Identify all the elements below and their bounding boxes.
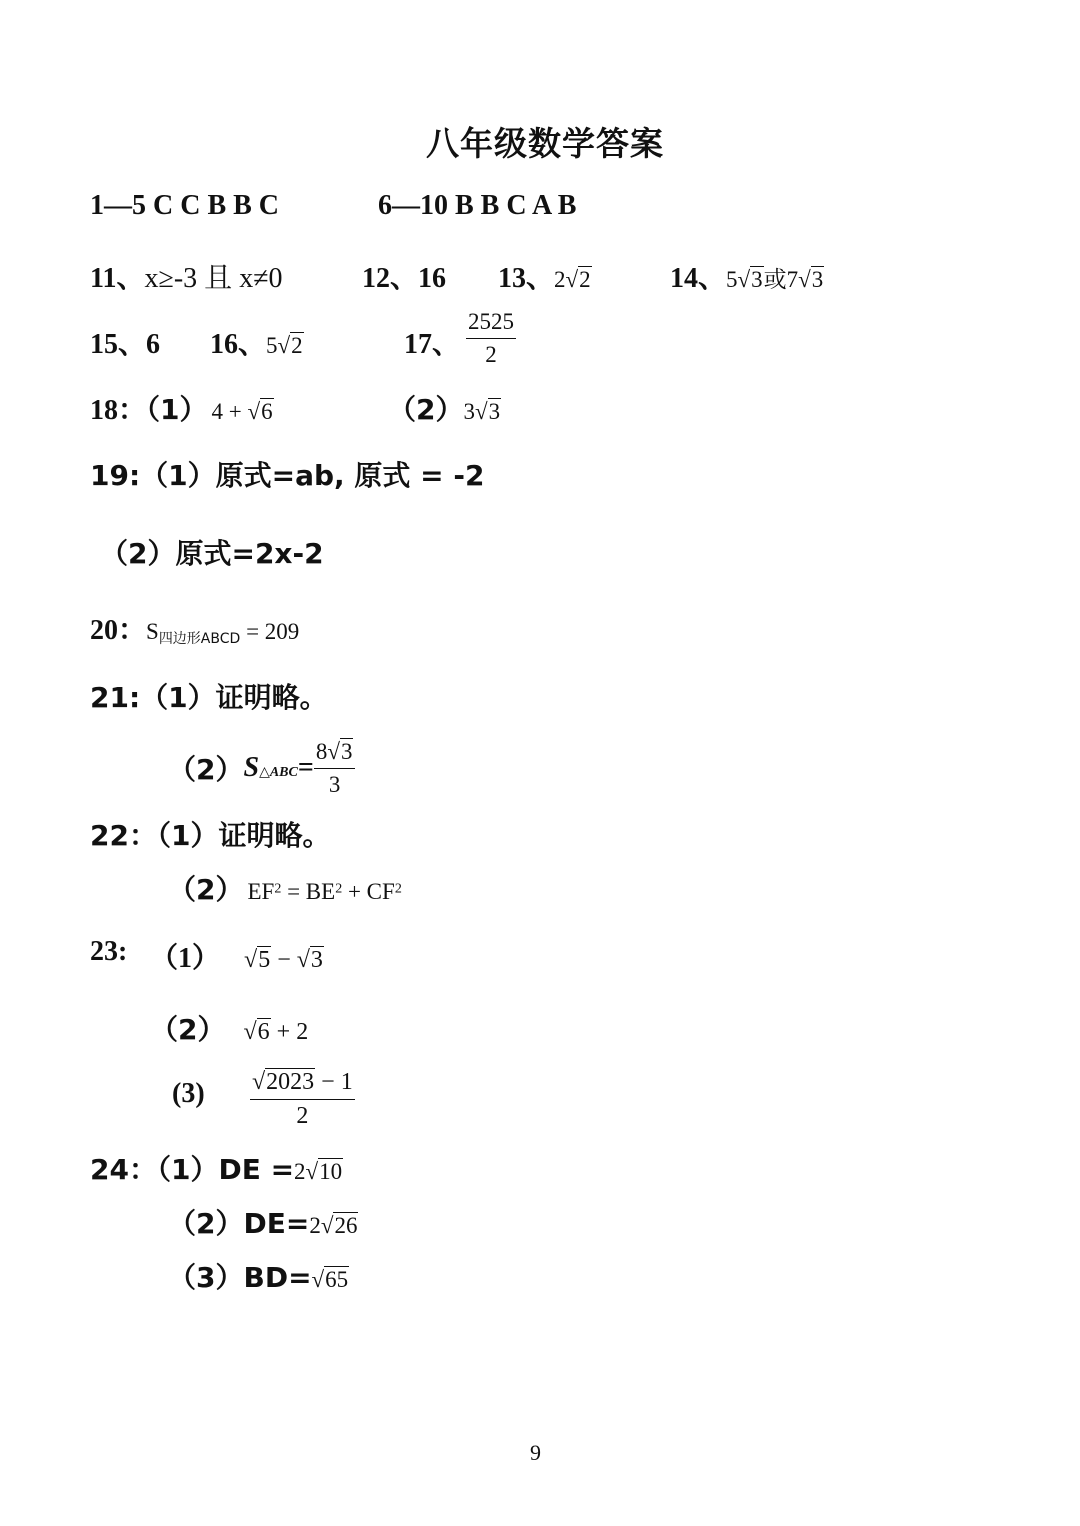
answer-20: 20：$S_{四边形ABCD} = 209$ [90,615,300,648]
answer-21-2: $(2)S_{\triangle ABC}=$ $\frac{8√3}{3}$ [168,738,355,798]
answer-23-3-fraction: $\frac{√2023 - 1}{2}$ [252,1069,353,1129]
answer-17-number: 17、 [404,329,461,360]
answer-19-1: 19:（1）原式=ab, 原式 = -2 [90,459,485,492]
answer-11: 11、x≥-3 且 x≠0 [90,261,283,294]
answer-18-2: （2）3√3 [388,393,501,426]
answer-22-2: （2） $EF^2 = BE^2 + CF^2$ [168,873,402,906]
answer-23-1: （1） √5 − √3 [150,943,323,974]
answer-22-1: 22：（1）证明略。 [90,819,331,852]
answer-24-2: （2）DE=2√26 [168,1207,358,1240]
answer-23-3-label: (3) [172,1078,205,1109]
answers-1-5: 1—5 C C B B C [90,190,280,221]
answers-6-10: 6—10 B B C A B [378,190,577,221]
answer-13: 13、2√2 [498,263,591,294]
answer-18: 18：（1） 4 + √6 [90,393,273,426]
page-title: 八年级数学答案 [426,124,664,163]
answer-16: 16、5√2 [210,329,303,360]
answer-15: 15、6 [90,329,161,360]
answer-17-fraction: $\frac{2525}{2}$ [468,309,514,367]
answer-23-number: 23: [90,936,128,967]
answer-24-1: 24：（1）DE =2√10 [90,1153,343,1186]
page-number: 9 [530,1440,541,1465]
answer-23-2: （2） √6 + 2 [150,1013,309,1046]
answer-24-3: （3）BD=√65 [168,1261,349,1294]
answer-12: 12、16 [362,263,447,294]
answer-14: 14、5√3或7√3 [670,263,824,294]
answer-19-2: （2）原式=2x-2 [100,537,324,570]
answer-21-1: 21:（1）证明略。 [90,681,328,714]
